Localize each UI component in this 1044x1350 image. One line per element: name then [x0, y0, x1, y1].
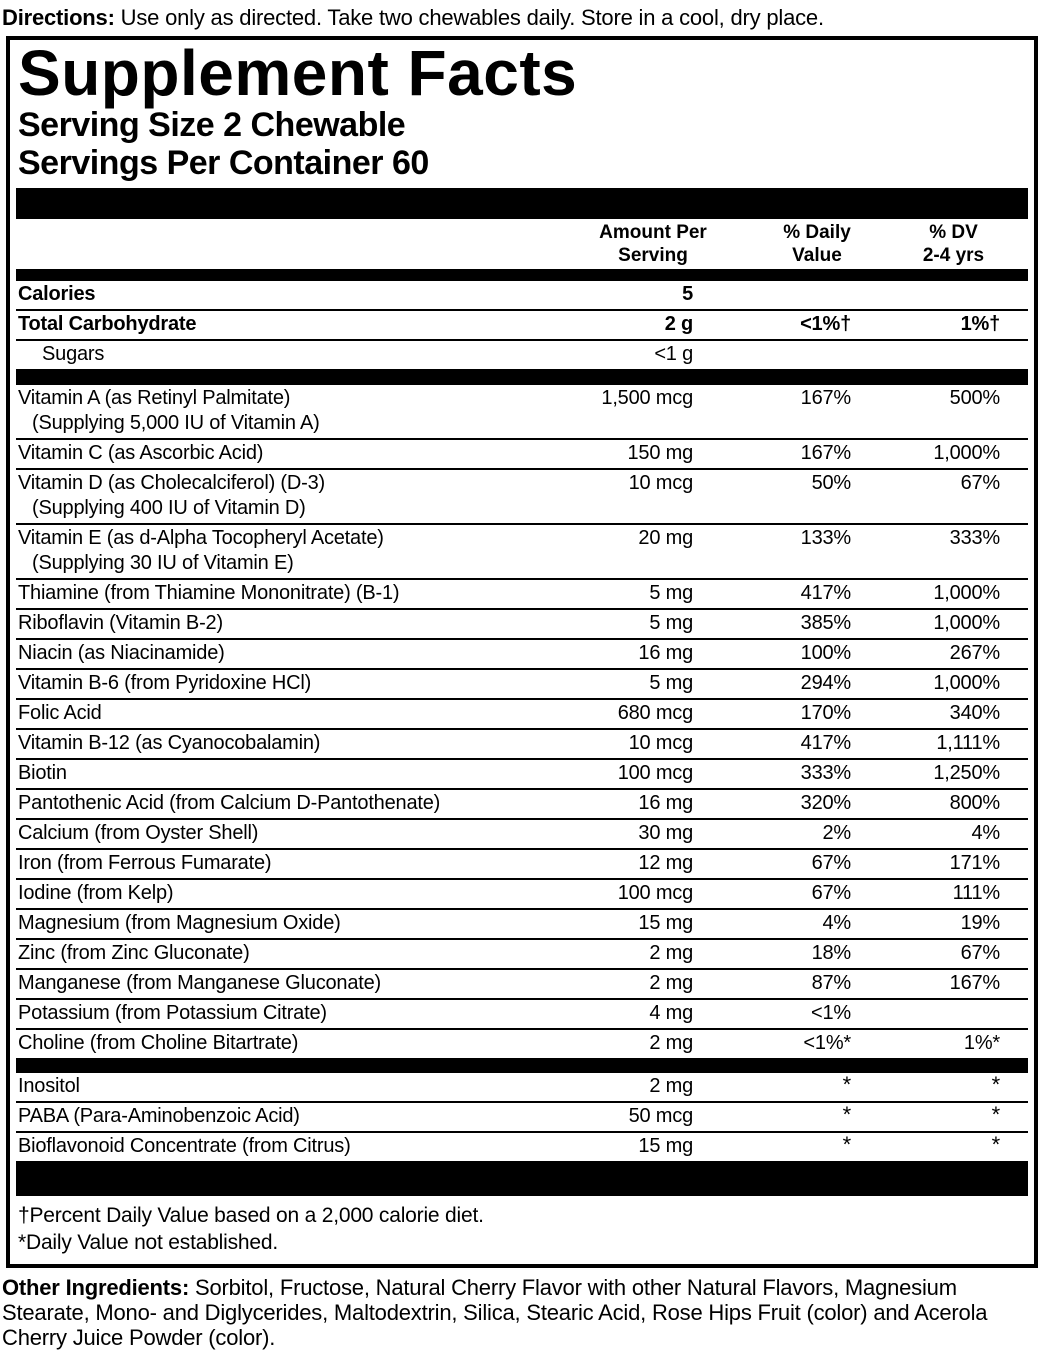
nutrient-amount: 1,500 mcg [601, 387, 693, 409]
nutrient-name: Vitamin B-6 (from Pyridoxine HCl) [18, 672, 312, 694]
nutrient-row [16, 970, 1028, 1000]
directions-text: Use only as directed. Take two chewables daily. Store in a cool, dry place. [120, 5, 824, 30]
nutrient-name: Potassium (from Potassium Citrate) [18, 1002, 327, 1024]
nutrient-daily-value: 170% [800, 702, 851, 724]
nutrient-name: Folic Acid [18, 702, 102, 724]
nutrient-name: Calories [18, 283, 96, 305]
nutrient-row [16, 525, 1028, 580]
nutrient-dv-2-4yrs: 1,000% [933, 442, 1000, 464]
nutrient-amount: 2 mg [649, 942, 693, 964]
nutrient-name: Choline (from Choline Bitartrate) [18, 1032, 299, 1054]
nutrient-name: Bioflavonoid Concentrate (from Citrus) [18, 1135, 351, 1157]
nutrient-daily-value: 4% [822, 912, 851, 934]
serving-size: Serving Size 2 Chewable [18, 106, 406, 144]
nutrient-subline: (Supplying 400 IU of Vitamin D) [32, 497, 306, 519]
nutrient-daily-value: 294% [800, 672, 851, 694]
nutrient-amount: 30 mg [638, 822, 693, 844]
column-header-dv-2-4yrs [879, 221, 1028, 267]
column-headers [16, 219, 1028, 269]
nutrient-daily-value: 50% [811, 472, 851, 494]
column-header-amount-line1: Amount Per [599, 222, 707, 243]
nutrient-daily-value [721, 342, 879, 367]
nutrient-amount: 5 mg [649, 672, 693, 694]
nutrient-name: Vitamin E (as d-Alpha Tocopheryl Acetate) (Supplying 30 IU of Vitamin E) [16, 526, 541, 576]
nutrient-daily-value: 133% [800, 527, 851, 549]
nutrient-name: Total Carbohydrate [18, 313, 197, 335]
nutrient-amount: 100 mcg [617, 882, 693, 904]
nutrient-dv-2-4yrs [879, 282, 1028, 307]
nutrient-daily-value: 417% [800, 732, 851, 754]
nutrient-amount: 16 mg [638, 642, 693, 664]
nutrient-row [16, 470, 1028, 525]
nutrient-name: Biotin [18, 762, 67, 784]
nutrient-daily-value: 333% [800, 762, 851, 784]
nutrient-dv-2-4yrs: 19% [960, 912, 1000, 934]
nutrient-name: Niacin (as Niacinamide) [18, 642, 225, 664]
nutrient-amount: 5 mg [649, 612, 693, 634]
nutrient-amount: 20 mg [638, 527, 693, 549]
nutrient-daily-value: 167% [800, 387, 851, 409]
nutrient-row [16, 281, 1028, 311]
nutrient-dv-2-4yrs: 4% [971, 822, 1000, 844]
nutrient-dv-2-4yrs: 333% [949, 527, 1000, 549]
nutrient-name: Vitamin D (as Cholecalciferol) (D-3) (Supplying 400 IU of Vitamin D) [16, 471, 541, 521]
nutrient-dv-2-4yrs: 167% [949, 972, 1000, 994]
nutrient-row [16, 341, 1028, 371]
nutrient-amount: 2 mg [649, 1075, 693, 1097]
directions-label: Directions: [2, 5, 115, 30]
footnote-not-established: *Daily Value not established. [18, 1231, 278, 1254]
nutrient-row [16, 311, 1028, 341]
column-header-spacer [16, 221, 541, 267]
nutrient-name: Thiamine (from Thiamine Mononitrate) (B-1) [18, 582, 400, 604]
nutrient-row [16, 1133, 1028, 1163]
separator-bar [16, 1060, 1028, 1073]
nutrient-amount: <1 g [654, 343, 693, 365]
nutrient-row [16, 385, 1028, 440]
nutrient-name: Vitamin B-12 (as Cyanocobalamin) [18, 732, 321, 754]
nutrient-dv-2-4yrs: 1%† [960, 313, 1000, 335]
nutrient-dv-2-4yrs: 67% [960, 942, 1000, 964]
nutrient-dv-2-4yrs [879, 342, 1028, 367]
nutrient-name: Zinc (from Zinc Gluconate) [18, 942, 250, 964]
nutrient-dv-2-4yrs: * [991, 1132, 1000, 1157]
nutrient-daily-value: 385% [800, 612, 851, 634]
nutrient-name: Calcium (from Oyster Shell) [18, 822, 259, 844]
nutrient-name: Manganese (from Manganese Gluconate) [18, 972, 382, 994]
column-header-dv-2-4yrs-line2: 2-4 yrs [922, 245, 985, 266]
nutrient-daily-value: * [842, 1072, 851, 1097]
column-header-amount [541, 221, 721, 267]
nutrient-name: Vitamin A (as Retinyl Palmitate) (Supplying 5,000 IU of Vitamin A) [16, 386, 541, 436]
nutrient-daily-value: 87% [811, 972, 851, 994]
nutrient-dv-2-4yrs: 67% [960, 472, 1000, 494]
nutrient-row [16, 910, 1028, 940]
column-header-daily-value-line1: % Daily [783, 222, 851, 243]
nutrient-row [16, 1103, 1028, 1133]
nutrient-dv-2-4yrs: 1%* [963, 1032, 1000, 1054]
nutrient-amount: 12 mg [638, 852, 693, 874]
nutrient-daily-value: <1%* [803, 1032, 851, 1054]
nutrient-dv-2-4yrs: 267% [949, 642, 1000, 664]
nutrient-amount: 10 mcg [628, 732, 693, 754]
nutrient-row [16, 580, 1028, 610]
nutrient-name: Pantothenic Acid (from Calcium D-Pantothenate) [18, 792, 441, 814]
nutrient-amount: 2 mg [649, 1032, 693, 1054]
supplement-facts-panel [6, 36, 1038, 1268]
nutrient-daily-value: 67% [811, 882, 851, 904]
nutrient-daily-value: <1%† [800, 313, 851, 335]
separator-bar [16, 371, 1028, 385]
nutrient-row [16, 730, 1028, 760]
nutrient-row [16, 640, 1028, 670]
nutrient-amount: 50 mcg [628, 1105, 693, 1127]
nutrient-row [16, 440, 1028, 470]
nutrient-name: Iron (from Ferrous Fumarate) [18, 852, 272, 874]
nutrient-amount: 15 mg [638, 1135, 693, 1157]
nutrient-dv-2-4yrs: 500% [949, 387, 1000, 409]
other-ingredients-text: Sorbitol, Fructose, Natural Cherry Flavor with other Natural Flavors, Magnesium Stearate, Mono- and Diglycerides, Maltodextrin, Silica, Stearic Acid, Rose Hips Fruit (color) and Acerola Cherry Juice Powder (color). [2, 1275, 988, 1350]
nutrient-row [16, 820, 1028, 850]
nutrient-daily-value: 320% [800, 792, 851, 814]
nutrient-daily-value: 167% [800, 442, 851, 464]
column-header-daily-value [721, 221, 879, 267]
nutrient-row [16, 880, 1028, 910]
nutrient-row [16, 1030, 1028, 1060]
separator-bar [16, 269, 1028, 281]
nutrient-daily-value: * [842, 1132, 851, 1157]
separator-bar [16, 1163, 1028, 1196]
nutrient-row [16, 1073, 1028, 1103]
footnotes [16, 1202, 1028, 1256]
nutrient-dv-2-4yrs: * [991, 1072, 1000, 1097]
directions-paragraph [2, 5, 1044, 31]
nutrient-row [16, 1000, 1028, 1030]
nutrient-amount: 10 mcg [628, 472, 693, 494]
nutrient-subline: (Supplying 30 IU of Vitamin E) [32, 552, 294, 574]
other-ingredients-paragraph [2, 1275, 1042, 1350]
other-ingredients-label: Other Ingredients: [2, 1275, 190, 1300]
nutrient-dv-2-4yrs: 340% [949, 702, 1000, 724]
nutrient-dv-2-4yrs: 800% [949, 792, 1000, 814]
nutrient-daily-value: * [842, 1102, 851, 1127]
nutrient-row [16, 700, 1028, 730]
nutrient-row [16, 610, 1028, 640]
facts-rows [16, 281, 1028, 1196]
nutrient-row [16, 850, 1028, 880]
panel-title: Supplement Facts [18, 37, 578, 109]
nutrient-amount: 2 g [664, 313, 693, 335]
servings-per-container: Servings Per Container 60 [18, 144, 429, 182]
nutrient-daily-value: 100% [800, 642, 851, 664]
nutrient-daily-value: 67% [811, 852, 851, 874]
nutrient-daily-value [721, 282, 879, 307]
nutrient-row [16, 760, 1028, 790]
nutrient-dv-2-4yrs: 1,000% [933, 672, 1000, 694]
nutrient-name: PABA (Para-Aminobenzoic Acid) [18, 1105, 300, 1127]
nutrient-amount: 16 mg [638, 792, 693, 814]
nutrient-dv-2-4yrs: 1,000% [933, 612, 1000, 634]
nutrient-amount: 100 mcg [617, 762, 693, 784]
nutrient-amount: 150 mg [627, 442, 693, 464]
nutrient-dv-2-4yrs: 1,250% [933, 762, 1000, 784]
nutrient-row [16, 940, 1028, 970]
column-header-daily-value-line2: Value [792, 245, 842, 266]
nutrient-name: Iodine (from Kelp) [18, 882, 174, 904]
nutrient-name: Vitamin C (as Ascorbic Acid) [18, 442, 264, 464]
nutrient-daily-value: 417% [800, 582, 851, 604]
nutrient-dv-2-4yrs: 1,111% [936, 732, 1000, 754]
nutrient-amount: 15 mg [638, 912, 693, 934]
nutrient-dv-2-4yrs: 111% [952, 882, 1000, 904]
nutrient-row [16, 790, 1028, 820]
nutrient-amount: 5 [682, 283, 693, 305]
nutrient-amount: 5 mg [649, 582, 693, 604]
nutrient-name: Riboflavin (Vitamin B-2) [18, 612, 223, 634]
column-header-dv-2-4yrs-line1: % DV [929, 222, 978, 243]
supplement-label [0, 5, 1044, 1350]
nutrient-name: Magnesium (from Magnesium Oxide) [18, 912, 341, 934]
nutrient-daily-value: <1% [811, 1002, 851, 1024]
nutrient-dv-2-4yrs [879, 1001, 1028, 1026]
nutrient-daily-value: 2% [822, 822, 851, 844]
separator-bar [16, 188, 1028, 219]
nutrient-dv-2-4yrs: * [991, 1102, 1000, 1127]
nutrient-row [16, 670, 1028, 700]
nutrient-dv-2-4yrs: 171% [949, 852, 1000, 874]
nutrient-amount: 680 mcg [617, 702, 693, 724]
nutrient-name: Sugars [42, 343, 105, 365]
nutrient-subline: (Supplying 5,000 IU of Vitamin A) [32, 412, 320, 434]
nutrient-amount: 2 mg [649, 972, 693, 994]
nutrient-daily-value: 18% [811, 942, 851, 964]
nutrient-name: Inositol [18, 1075, 80, 1097]
nutrient-amount: 4 mg [649, 1002, 693, 1024]
nutrient-dv-2-4yrs: 1,000% [933, 582, 1000, 604]
column-header-amount-line2: Serving [618, 245, 688, 266]
footnote-daily-value: †Percent Daily Value based on a 2,000 calorie diet. [18, 1204, 484, 1227]
